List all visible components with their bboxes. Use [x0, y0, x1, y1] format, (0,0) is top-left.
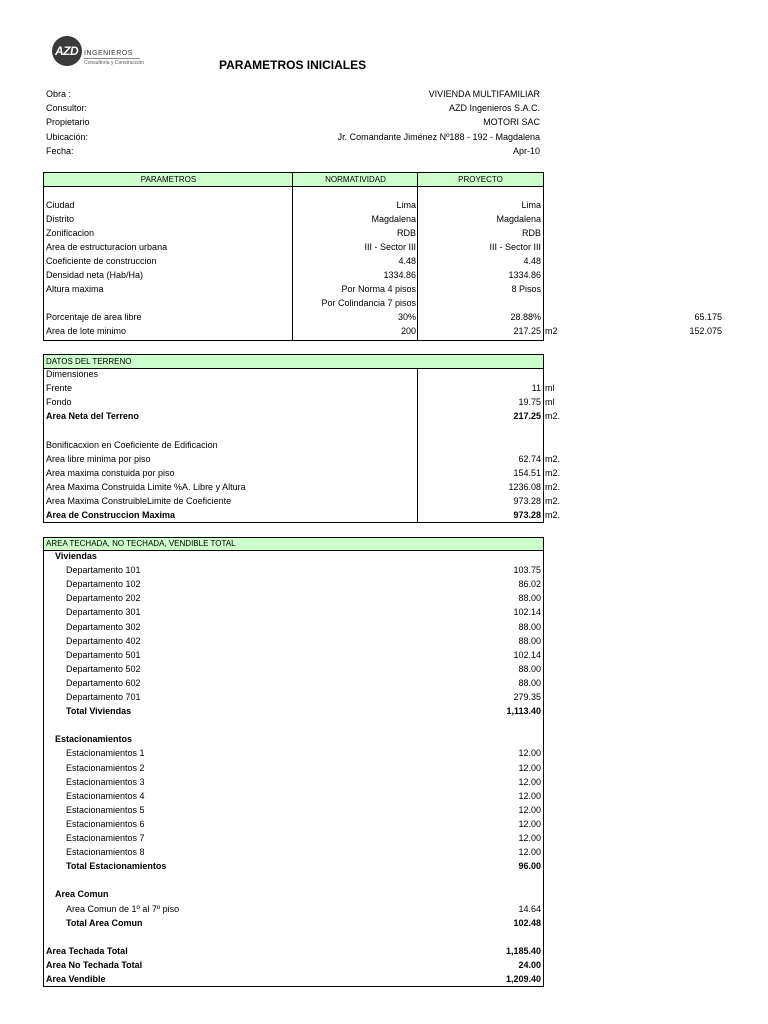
terreno-unit: m2.	[545, 481, 561, 492]
param-label: Altura maxima	[46, 284, 104, 294]
info-value: MOTORI SAC	[483, 117, 540, 128]
area-value: 88.00	[518, 663, 541, 674]
info-value: VIVIENDA MULTIFAMILIAR	[428, 89, 540, 99]
area-label: Departamento 602	[66, 677, 141, 688]
area-label: Estacionamientos	[55, 734, 133, 745]
param-proyecto: 217.25	[513, 326, 541, 336]
area-value: 96.00	[518, 861, 541, 872]
logo-name: INGENIEROS	[84, 50, 133, 57]
area-value: 88.00	[518, 593, 541, 604]
area-label: Estacionamientos 2	[66, 762, 145, 773]
area-label: Area Comun	[55, 889, 109, 900]
area-label: Departamento 502	[66, 663, 141, 674]
area-value: 12.00	[518, 790, 541, 801]
area-value: 88.00	[518, 621, 541, 632]
param-proyecto: 8 Pisos	[511, 284, 541, 294]
area-value: 12.00	[518, 804, 541, 815]
header-proyecto: PROYECTO	[458, 175, 503, 184]
area-value: 1,113.40	[506, 706, 541, 717]
info-value: Apr-10	[512, 145, 540, 156]
info-value: Jr. Comandante Jiménez Nº188 - 192 - Magdalena	[337, 131, 540, 142]
area-label: Total Viviendas	[66, 706, 132, 717]
terreno-value: 973.28	[513, 495, 541, 506]
param-proyecto: Lima	[521, 200, 541, 210]
logo-tagline: Consultoría y Construcción	[84, 60, 145, 66]
param-normatividad: 1334.86	[383, 270, 416, 280]
param-proyecto: 28.88%	[510, 312, 541, 322]
terreno-label: Area Neta del Terreno	[46, 411, 139, 422]
param-extra: 152.075	[689, 326, 722, 336]
area-label: Estacionamientos 1	[66, 748, 145, 759]
header-parametros: PARAMETROS	[140, 175, 197, 184]
area-label: Estacionamientos 3	[66, 776, 145, 787]
area-label: Estacionamientos 8	[66, 847, 145, 858]
param-label: Area de lote minimo	[46, 326, 127, 336]
area-value: 88.00	[518, 635, 541, 646]
area-label: Total Area Comun	[66, 917, 143, 928]
terreno-label: Bonificacxion en Coeficiente de Edificacion	[46, 439, 218, 450]
area-label: Departamento 202	[66, 593, 141, 604]
area-label: Estacionamientos 7	[66, 833, 145, 843]
param-label: Area de estructuracion urbana	[46, 242, 168, 252]
area-label: Total Estacionamientos	[66, 861, 167, 872]
area-value: 14.64	[518, 903, 541, 914]
terreno-header: DATOS DEL TERRENO	[46, 357, 132, 366]
areas-header-row	[44, 538, 543, 551]
area-label: Departamento 302	[66, 621, 141, 632]
param-unit: m2	[545, 326, 558, 336]
terreno-label: Area Maxima Construida Limite %A. Libre y Altura	[46, 481, 246, 492]
param-proyecto: RDB	[521, 228, 541, 238]
area-value: 102.48	[513, 917, 541, 928]
param-label: Ciudad	[46, 200, 75, 210]
area-value: 12.00	[518, 847, 541, 858]
terreno-value: 154.51	[513, 467, 541, 478]
area-label: Area Vendible	[46, 974, 106, 984]
area-label: Departamento 701	[66, 692, 141, 702]
area-value: 12.00	[518, 762, 541, 773]
area-value: 86.02	[518, 579, 541, 590]
param-normatividad: III - Sector III	[364, 242, 416, 252]
terreno-value: 973.28	[513, 510, 541, 520]
company-logo	[52, 36, 82, 66]
terreno-label: Area Maxima ConstruibleLimite de Coeficiente	[46, 495, 232, 506]
area-label: Departamento 101	[66, 565, 141, 576]
area-label: Departamento 402	[66, 635, 141, 646]
info-label: Fecha:	[46, 145, 74, 156]
terreno-value: 11	[531, 383, 541, 394]
area-value: 279.35	[513, 692, 541, 702]
terreno-unit: ml	[545, 383, 555, 394]
area-label: Estacionamientos 6	[66, 818, 145, 829]
terreno-unit: m2.	[545, 495, 561, 506]
param-normatividad: RDB	[396, 228, 416, 238]
area-label: Departamento 102	[66, 579, 141, 590]
param-normatividad: 30%	[397, 312, 416, 322]
info-value: AZD Ingenieros S.A.C.	[448, 103, 540, 114]
areas-header: AREA TECHADA, NO TECHADA, VENDIBLE TOTAL	[46, 539, 236, 548]
parametros-header-row	[44, 173, 543, 187]
info-label: Obra :	[46, 89, 72, 99]
param-extra: 65.175	[694, 312, 722, 322]
area-label: Area Techada Total	[46, 945, 128, 956]
terreno-label: Dimensiones	[46, 369, 99, 379]
logo-brand: AZD	[55, 44, 79, 58]
param-normatividad: Lima	[396, 200, 416, 210]
info-label: Consultor:	[46, 103, 88, 114]
logo-divider	[84, 58, 140, 59]
terreno-value: 62.74	[518, 453, 541, 464]
info-label: Propietario	[46, 117, 90, 128]
terreno-value: 217.25	[513, 411, 541, 422]
area-label: Departamento 301	[66, 607, 141, 618]
param-label: Coeficiente de construccion	[46, 256, 157, 266]
param-normatividad: Magdalena	[371, 214, 416, 224]
param-label: Zonificacion	[46, 228, 95, 238]
terreno-unit: m2.	[545, 510, 561, 520]
area-value: 24.00	[518, 959, 541, 970]
area-label: Area Comun de 1º al 7º piso	[66, 903, 180, 914]
terreno-label: Area maxima constuida por piso	[46, 467, 175, 478]
area-value: 1,209.40	[505, 974, 541, 984]
param-normatividad: Por Norma 4 pisos	[341, 284, 416, 294]
param-label: Distrito	[46, 214, 75, 224]
area-value: 12.00	[518, 776, 541, 787]
terreno-value: 1236.08	[508, 481, 541, 492]
terreno-label: Area de Construccion Maxima	[46, 510, 176, 520]
terreno-label: Area libre minima por piso	[46, 453, 151, 464]
param-proyecto: III - Sector III	[489, 242, 541, 252]
terreno-unit: m2.	[545, 411, 561, 422]
param-normatividad: Por Colindancia 7 pisos	[321, 298, 416, 308]
area-value: 1,185.40	[505, 945, 541, 956]
header-normatividad: NORMATIVIDAD	[325, 175, 386, 184]
area-value: 12.00	[518, 833, 541, 843]
terreno-label: Frente	[46, 383, 73, 394]
param-proyecto: 4.48	[523, 256, 541, 266]
terreno-header-row	[44, 355, 543, 369]
area-label: Estacionamientos 5	[66, 804, 145, 815]
terreno-value: 19.75	[518, 397, 541, 408]
area-value: 88.00	[518, 677, 541, 688]
area-label: Viviendas	[55, 551, 97, 561]
terreno-unit: m2.	[545, 453, 561, 464]
area-value: 102.14	[513, 607, 541, 618]
area-value: 103.75	[513, 565, 541, 576]
param-label: Densidad neta (Hab/Ha)	[46, 270, 144, 280]
area-label: Area No Techada Total	[46, 959, 143, 970]
terreno-unit: m2.	[545, 467, 561, 478]
param-proyecto: 1334.86	[508, 270, 541, 280]
area-value: 12.00	[518, 818, 541, 829]
terreno-label: Fondo	[46, 397, 72, 408]
area-value: 102.14	[513, 649, 541, 660]
area-label: Estacionamientos 4	[66, 790, 145, 801]
info-label: Ubicación:	[46, 131, 89, 142]
terreno-unit: ml	[545, 397, 555, 408]
area-value: 12.00	[518, 748, 541, 759]
param-proyecto: Magdalena	[496, 214, 541, 224]
page-title: PARAMETROS INICIALES	[219, 58, 367, 72]
area-label: Departamento 501	[66, 649, 141, 660]
param-label: Porcentaje de area libre	[46, 312, 142, 322]
param-normatividad: 4.48	[398, 256, 416, 266]
param-normatividad: 200	[400, 326, 416, 336]
